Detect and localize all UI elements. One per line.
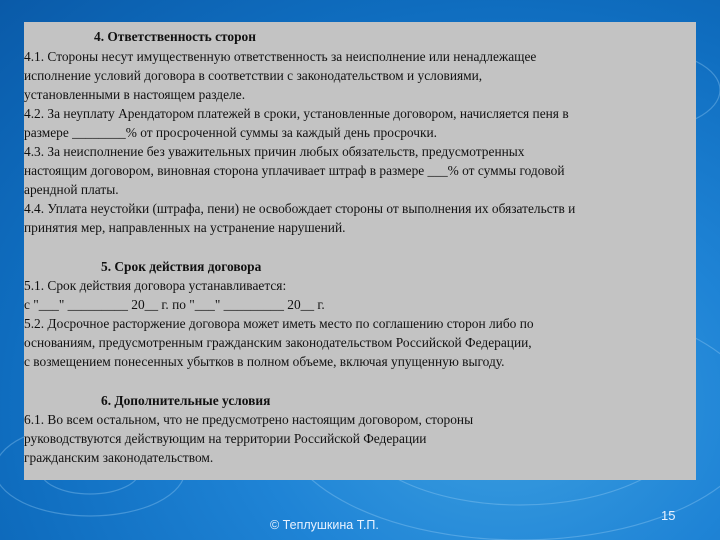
text-line: 4.4. Уплата неустойки (штрафа, пени) не освобождает стороны от выполнения их обязательств и [24,201,576,216]
text-line: арендной платы. [24,182,119,197]
text-line: установленными в настоящем разделе. [24,87,246,102]
section-5-title: 5. Срок действия договора [101,259,262,274]
text-line: основаниям, предусмотренным гражданским законодательством Российской Федерации, [24,335,532,350]
text-line: 5.2. Досрочное расторжение договора может иметь место по соглашению сторон либо по [24,316,534,331]
text-line: руководствуются действующим на территории Российской Федерации [24,431,427,446]
text-line: 5.1. Срок действия договора устанавливается: [24,278,287,293]
text-line: исполнение условий договора в соответствии с законодательством и условиями, [24,68,483,83]
content-panel [24,22,696,480]
text-line: 4.2. За неуплату Арендатором платежей в сроки, установленные договором, начисляется пеня в [24,106,569,121]
footer-author: © Теплушкина Т.П. [270,518,379,532]
text-line: гражданским законодательством. [24,450,214,465]
section-6-title: 6. Дополнительные условия [101,393,271,408]
text-line: 6.1. Во всем остальном, что не предусмотрено настоящим договором, стороны [24,412,474,427]
page-number: 15 [661,508,676,523]
text-line: 4.1. Стороны несут имущественную ответственность за неисполнение или ненадлежащее [24,49,537,64]
text-line: настоящим договором, виновная сторона уплачивает штраф в размере ___% от суммы годовой [24,163,565,178]
section-4-title: 4. Ответственность сторон [94,29,256,44]
text-line: 4.3. За неисполнение без уважительных причин любых обязательств, предусмотренных [24,144,525,159]
text-line: с возмещением понесенных убытков в полном объеме, включая упущенную выгоду. [24,354,505,369]
text-line: принятия мер, направленных на устранение нарушений. [24,220,346,235]
text-line: размере ________% от просроченной суммы за каждый день просрочки. [24,125,438,140]
text-line: с "___" _________ 20__ г. по "___" _________ 20__ г. [24,297,325,312]
